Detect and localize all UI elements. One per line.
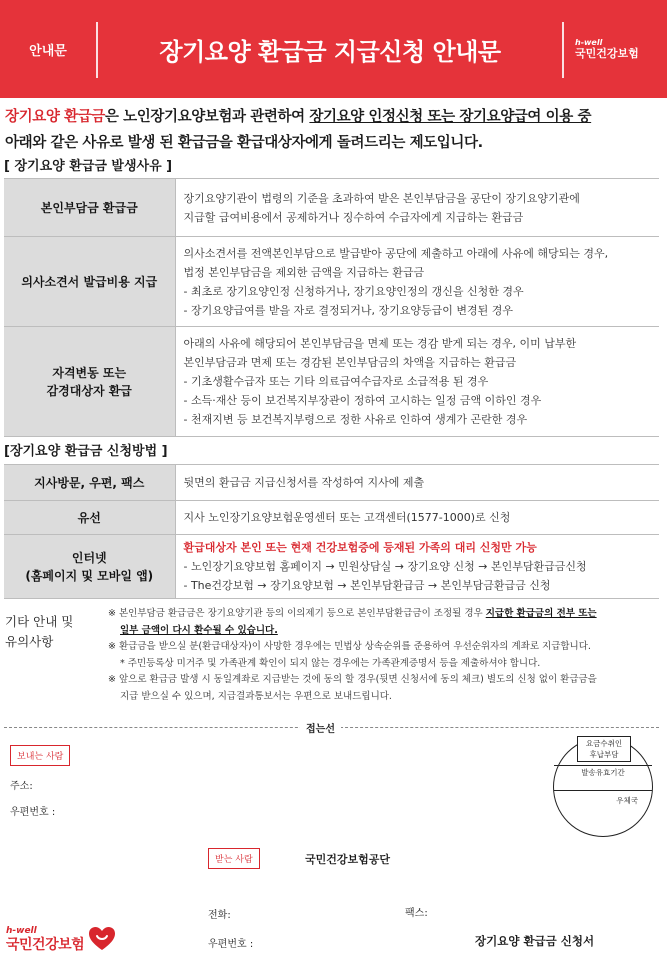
body-line: 법정 본인부담금을 제외한 금액을 지급하는 환급금 [183,265,425,279]
intro-line2: 아래와 같은 사유로 발생 된 환급금을 환급대상자에게 돌려드리는 제도입니다. [5,135,483,151]
body-line: - 최초로 장기요양인정 신청하거나, 장기요양인정의 갱신을 신청한 경우 [183,284,524,298]
footer-logo-name: 국민건강보험 [6,937,85,953]
stamp-mid: 발송유효기간 [581,768,625,777]
row-body [175,535,659,599]
table-row [4,501,659,535]
row-header-line: (홈페이지 및 모바일 앱) [25,568,154,583]
page-title: 장기요양 환급금 지급신청 안내문 [159,37,501,66]
body-line: 의사소견서를 전액본인부담으로 발급받아 공단에 제출하고 아래에 사유에 해당되는 경우, [183,246,609,260]
body-line: - 천재지변 등 보건복지부령으로 정한 사유로 인하여 생계가 곤란한 경우 [183,413,528,426]
postage-stamp-box [553,737,653,837]
intro-text [5,104,663,156]
row-header: 본인부담금 환급금 [4,179,175,237]
row-header: 의사소견서 발급비용 지급 [4,237,175,327]
heart-icon [88,926,116,952]
note-item: * 주민등록상 미거주 및 가족관계 확인이 되지 않는 경우에는 가족관계증명서 등을 제출하셔야 합니다. [120,657,541,669]
internet-restriction: 환급대상자 본인 또는 현재 건강보험증에 등재된 가족의 대리 신청만 가능 [183,541,537,554]
intro-highlight: 장기요양 환급금 [5,109,105,125]
receiver-name: 국민건강보험공단 [305,853,391,866]
notice-label: 안내문 [29,43,67,59]
note-item [108,606,653,623]
body-line: 장기요양기관이 법령의 기준을 초과하여 받은 본인부담금을 공단이 장기요양기관에 [183,191,580,205]
stamp-line [554,765,652,766]
receiver-tag: 받는 사람 [208,848,260,869]
footer-logo [6,926,84,954]
note-emphasis: 지급한 환급금의 전부 또는 [485,608,597,619]
row-header-line: 감경대상자 환급 [46,383,132,398]
etc-title-line: 유의사항 [5,634,54,649]
table-row [4,465,659,501]
section-title-causes: [ 장기요양 환급금 발생사유 ] [4,159,173,174]
intro-text-part: 은 노인장기요양보험과 관련하여 [104,109,310,125]
row-header [4,535,175,599]
logo-hwell: h-well [575,38,603,47]
row-header: 유선 [4,501,175,535]
row-body [175,237,659,327]
stamp-bottom: 우체국 [616,796,638,805]
body-line: - 노인장기요양보험 홈페이지 → 민원상담실 → 장기요양 신청 → 본인부담환급금신청 [183,560,587,573]
note-item [108,623,653,640]
fax-label: 팩스: [405,908,428,919]
sender-address-label: 주소: [10,781,33,792]
body-line: 아래의 사유에 해당되어 본인부담금을 면제 또는 경감 받게 되는 경우, 이미 납부한 [183,337,577,350]
fold-label: 접는선 [300,720,341,735]
header-divider [562,22,564,78]
body-line: 본인부담금과 면제 또는 경감된 본인부담금의 차액을 지급하는 환급금 [183,356,517,369]
header-banner [0,0,667,98]
stamp-line [554,790,652,791]
table-row [4,237,659,327]
stamp-top [577,736,631,762]
stamp-top-line: 후납부담 [589,750,619,759]
row-header: 지사방문, 우편, 팩스 [4,465,175,501]
form-name: 장기요양 환급금 신청서 [475,934,595,948]
sender-tag: 보내는 사람 [10,745,70,766]
nhis-logo [575,38,639,60]
receiver-postcode-label: 우편번호 : [208,939,254,950]
row-body [175,179,659,237]
note-item: ※ 앞으로 환급금 발생 시 동일계좌로 지급받는 것에 동의 할 경우(뒷면 신청서에 동의 체크) 별도의 신청 없이 환급금을 [108,674,597,685]
note-item: 지급 받으실 수 있으며, 지급결과통보서는 우편으로 보내드립니다. [120,690,392,702]
body-line: - 기초생활수급자 또는 기타 의료급여수급자로 소급적용 된 경우 [183,375,489,388]
sender-postcode-label: 우편번호 : [10,807,56,818]
note-text: ※ 본인부담금 환급금은 장기요양기관 등의 이의제기 등으로 본인부담환급금이 조정될 경우 [108,608,486,619]
row-body [175,327,659,437]
note-item: ※ 환급금을 받으실 분(환급대상자)이 사망한 경우에는 민법상 상속순위를 준용하여 우선순위자의 계좌로 지급합니다. [108,641,591,652]
body-line: - The건강보험 → 장기요양보험 → 본인부담환급금 → 본인부담금환급금 신청 [183,579,551,592]
intro-underline: 장기요양 인정신청 또는 장기요양급여 이용 중 [309,109,592,125]
body-line: 지급할 급여비용에서 공제하거나 징수하여 수급자에게 지급하는 환급금 [183,210,524,224]
etc-title [5,612,73,652]
table-row [4,179,659,237]
note-emphasis: 일부 금액이 다시 환수될 수 있습니다. [120,624,278,636]
table-row [4,535,659,599]
notes [108,606,653,705]
section-title-methods: [장기요양 환급금 신청방법 ] [4,444,168,459]
body-line: - 소득·재산 등이 보건복지부장관이 정하여 고시하는 일정 금액 이하인 경우 [183,394,542,407]
row-header [4,327,175,437]
row-body: 지사 노인장기요양보험운영센터 또는 고객센터(1577-1000)로 신청 [175,501,659,535]
row-body: 뒷면의 환급금 지급신청서를 작성하여 지사에 제출 [175,465,659,501]
etc-title-line: 기타 안내 및 [5,614,74,629]
methods-table [4,464,659,599]
table-row [4,327,659,437]
stamp-top-line: 요금수취인 [585,739,623,748]
causes-table [4,178,659,437]
body-line: - 장기요양급여를 받을 자로 결정되거나, 장기요양등급이 변경된 경우 [183,303,513,317]
phone-label: 전화: [208,910,231,921]
footer-logo-hwell: h-well [6,926,37,936]
logo-name: 국민건강보험 [575,47,639,60]
row-header-line: 인터넷 [71,550,107,565]
row-header-line: 자격변동 또는 [52,365,127,380]
